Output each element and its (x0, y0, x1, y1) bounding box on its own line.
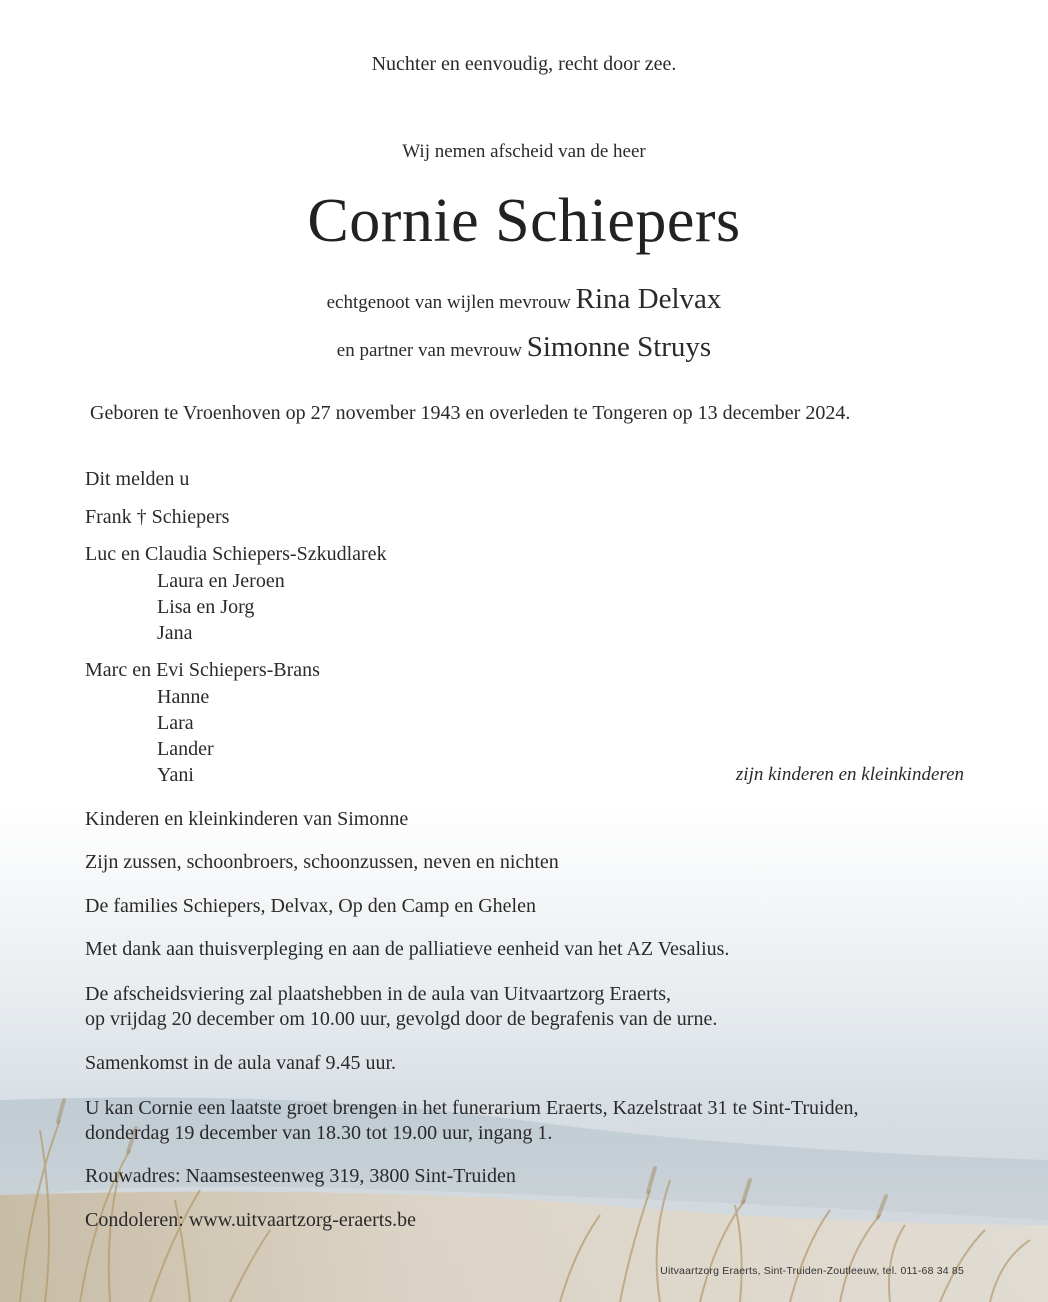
grandchild: Laura en Jeroen (157, 570, 285, 592)
grandchild: Hanne (157, 686, 210, 708)
partner-prefix: en partner van mevrouw (336, 340, 522, 361)
visit-line: U kan Cornie een laatste groet brengen in het funerarium Eraerts, Kazelstraat 31 te Sint-Truiden, (85, 1097, 859, 1119)
partner-line (0, 331, 1048, 364)
announce-line: Dit melden u (85, 468, 190, 490)
gathering-line: Samenkomst in de aula vanaf 9.45 uur. (85, 1052, 397, 1074)
children-label: zijn kinderen en kleinkinderen (735, 764, 964, 785)
grandchild: Jana (157, 622, 193, 644)
family-member: Luc en Claudia Schiepers-Szkudlarek (85, 543, 387, 565)
grandchild: Lara (157, 712, 194, 734)
family-member: Marc en Evi Schiepers-Brans (85, 659, 320, 681)
intro-line: Wij nemen afscheid van de heer (402, 141, 646, 162)
grandchild: Lander (157, 738, 214, 760)
partner-name: Simonne Struys (526, 331, 712, 363)
spouse-line (0, 283, 1048, 316)
ceremony-line: op vrijdag 20 december om 10.00 uur, gevolgd door de begrafenis van de urne. (85, 1008, 718, 1030)
footer-credit: Uitvaartzorg Eraerts, Sint-Truiden-Zoutleeuw, tel. 011-68 34 85 (660, 1265, 964, 1277)
grandchild: Yani (157, 764, 194, 786)
address-line: Rouwadres: Naamsesteenweg 319, 3800 Sint-Truiden (85, 1165, 516, 1187)
birth-death-line: Geboren te Vroenhoven op 27 november 1943 en overleden te Tongeren op 13 december 2024. (90, 402, 851, 424)
relatives-line: De families Schiepers, Delvax, Op den Camp en Ghelen (85, 895, 536, 917)
deceased-name: Cornie Schiepers (307, 187, 741, 255)
grandchild: Lisa en Jorg (157, 596, 255, 618)
motto: Nuchter en eenvoudig, recht door zee. (371, 53, 677, 75)
visit-line: donderdag 19 december van 18.30 tot 19.00 uur, ingang 1. (85, 1122, 553, 1144)
ceremony-line: De afscheidsviering zal plaatshebben in de aula van Uitvaartzorg Eraerts, (85, 983, 672, 1005)
spouse-prefix: echtgenoot van wijlen mevrouw (326, 292, 571, 313)
family-member: Frank † Schiepers (85, 506, 230, 528)
relatives-line: Kinderen en kleinkinderen van Simonne (85, 808, 409, 830)
thanks-line: Met dank aan thuisverpleging en aan de palliatieve eenheid van het AZ Vesalius. (85, 938, 730, 960)
condolences-line: Condoleren: www.uitvaartzorg-eraerts.be (85, 1209, 416, 1231)
relatives-line: Zijn zussen, schoonbroers, schoonzussen, neven en nichten (85, 851, 559, 873)
spouse-name: Rina Delvax (575, 283, 722, 315)
